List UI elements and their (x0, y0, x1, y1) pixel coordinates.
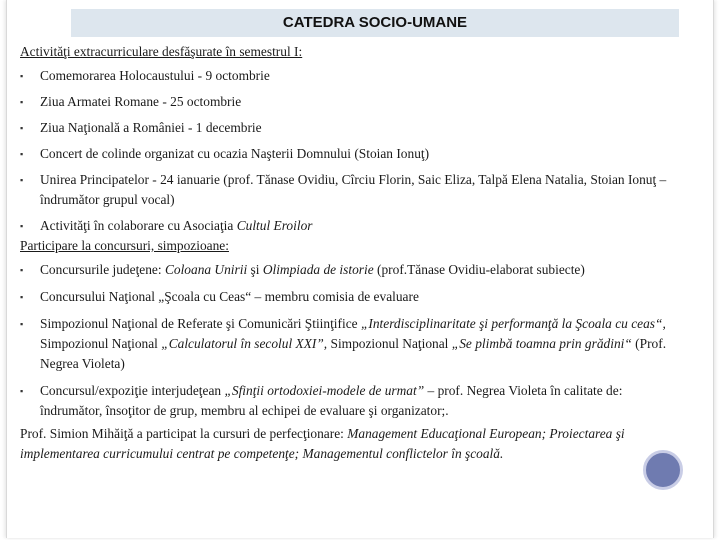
bullet-icon: ▪ (20, 71, 24, 81)
competitions-list (20, 260, 672, 421)
list-item (20, 66, 672, 86)
list-item (20, 118, 672, 138)
bullet-icon: ▪ (20, 149, 24, 159)
training-note (20, 424, 672, 464)
list-item (20, 381, 672, 421)
note-text: Prof. Simion Mihăiţă a participat la cursuri de perfecţionare: (20, 426, 348, 441)
list-item-text (40, 260, 672, 280)
list-item (20, 170, 672, 210)
section-heading-activities: Activităţi extracurriculare desfăşurate în semestrul I: (20, 44, 303, 59)
list-item (20, 92, 672, 112)
text-part: şi (247, 262, 263, 277)
list-item-text-prefix: Activităţi în colaborare cu Asociaţia (40, 218, 237, 233)
list-item (20, 314, 672, 374)
text-part: Concursul/expoziţie interjudeţean (40, 383, 225, 398)
bullet-icon: ▪ (20, 221, 24, 231)
list-item (20, 144, 672, 164)
text-part-italic: Olimpiada de istorie (262, 262, 374, 277)
list-item-text: Concert de colinde organizat cu ocazia Naşterii Domnului (Stoian Ionuţ) (40, 146, 430, 161)
list-item (20, 216, 672, 236)
bullet-icon: ▪ (20, 265, 24, 275)
bullet-icon: ▪ (20, 123, 24, 133)
content-area (20, 42, 672, 464)
text-part-italic: „Interdisciplinaritate şi performanţă la Şcoala cu ceas“, (360, 316, 666, 331)
text-part: (prof.Tănase Ovidiu-elaborat subiecte) (373, 262, 585, 277)
decorative-circle (643, 450, 683, 490)
text-part-italic: „Sfinţii ortodoxiei-modele de urmat” (224, 383, 425, 398)
list-item-text: Unirea Principatelor - 24 ianuarie (prof. Tănase Ovidiu, Cîrciu Florin, Saic Eliza, Talpă Elena Natalia, Stoian Ionuţ – îndrumător grupul vocal) (40, 172, 667, 207)
text-part-italic: „Calculatorul în secolul XXI”, (161, 336, 328, 351)
section-heading-competitions: Participare la concursuri, simpozioane: (20, 238, 229, 253)
bullet-icon: ▪ (20, 97, 24, 107)
list-item-text: Ziua Armatei Romane - 25 octombrie (40, 94, 242, 109)
list-item (20, 287, 672, 307)
activities-list (20, 66, 672, 236)
bullet-icon: ▪ (20, 292, 24, 302)
bullet-icon: ▪ (20, 386, 24, 396)
bullet-icon: ▪ (20, 175, 24, 185)
text-part: Simpozionul Naţional de Referate şi Comunicări Ştiinţifice (40, 316, 361, 331)
text-part: Simpozionul Naţional (327, 336, 452, 351)
list-item-text: Concursului Naţional „Şcoala cu Ceas“ – membru comisia de evaluare (40, 289, 419, 304)
text-part: Concursurile judeţene: (40, 262, 165, 277)
list-item-text (40, 314, 672, 374)
text-part: – prof. Negrea Violeta în calitate de: îndrumător, însoţitor de grup, membru al echipei de evaluare şi organizator;. (40, 383, 623, 418)
text-part-italic: Coloana Unirii (164, 262, 248, 277)
list-item-text-italic: Cultul Eroilor (236, 218, 313, 233)
note-text-italic: Management Educaţional European; Proiectarea şi implementarea curricumului centrat pe competenţe; Managementul conflictelor în şcoală. (20, 426, 625, 461)
list-item-text (40, 216, 672, 236)
list-item (20, 260, 672, 280)
bullet-icon: ▪ (20, 319, 24, 329)
text-part-italic: „Se plimbă toamna prin grădini“ (451, 336, 632, 351)
list-item-text: Comemorarea Holocaustului - 9 octombrie (40, 68, 270, 83)
text-part: Simpozionul Naţional (40, 336, 162, 351)
list-item-text: Ziua Naţională a României - 1 decembrie (40, 120, 262, 135)
text-part: (Prof. Negrea Violeta) (40, 336, 667, 371)
list-item-text (40, 381, 672, 421)
slide-title: CATEDRA SOCIO-UMANE (71, 9, 679, 37)
